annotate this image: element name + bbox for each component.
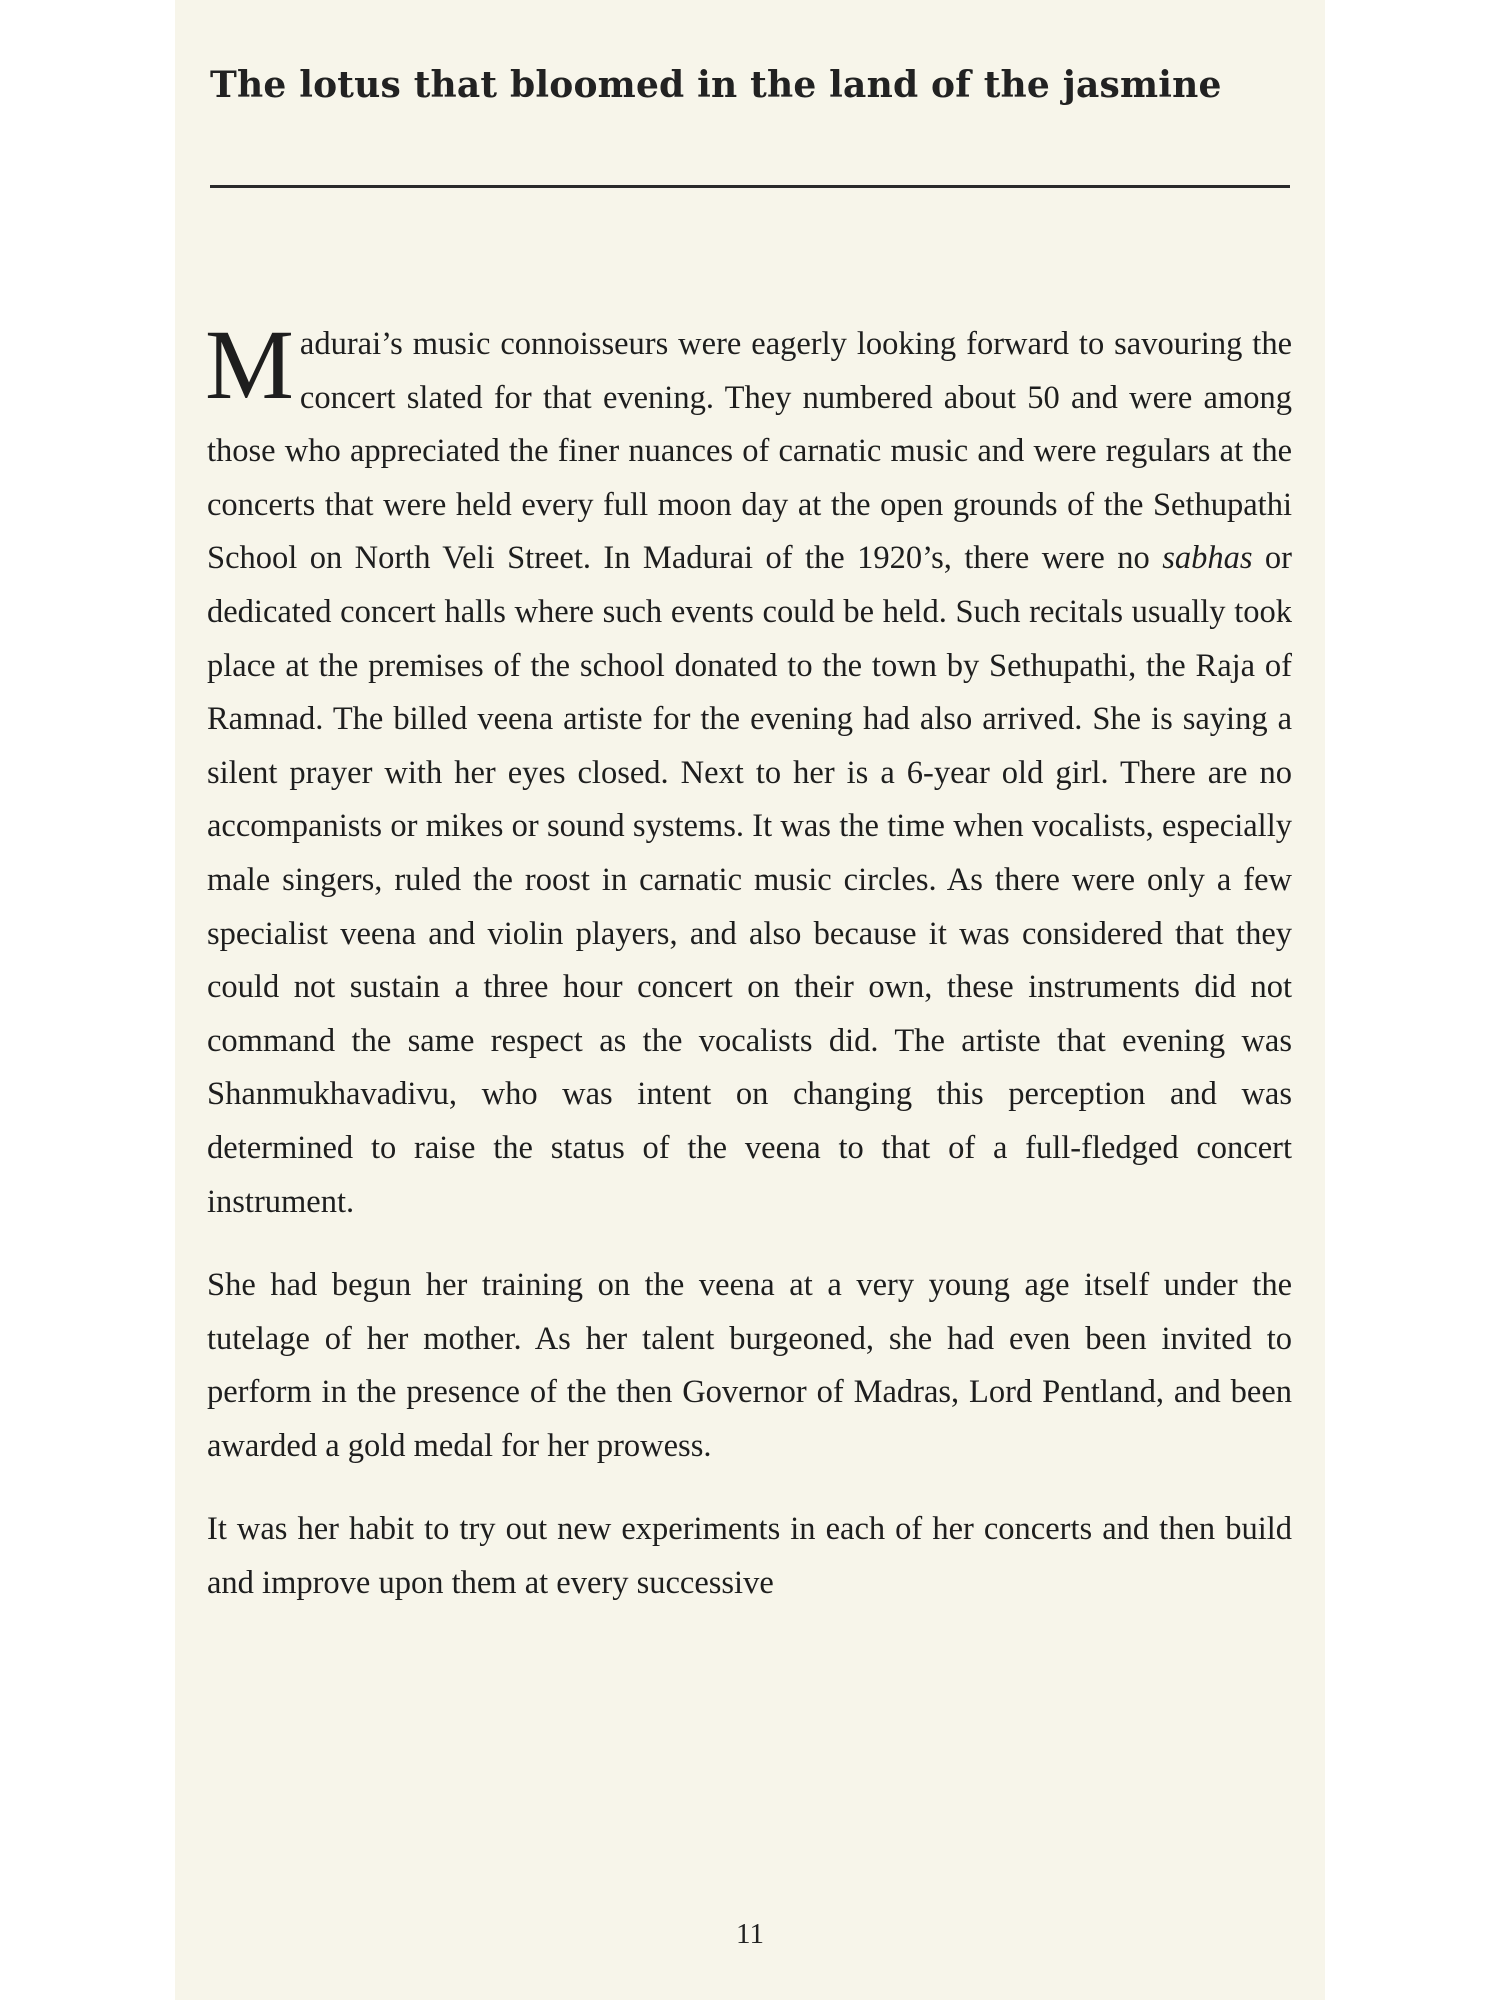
chapter-body: [205, 309, 1292, 1641]
chapter-title: The lotus that bloomed in the land of the jasmine: [210, 64, 1222, 106]
italic-term: sabhas: [1162, 540, 1253, 577]
title-divider: [210, 185, 1290, 188]
paragraph-1-text-a: adurai’s music connoisseurs were eagerly looking forward to savouring the concert slated for that evening. They numbered about 50 and were among those who appreciated the finer nuances of carnatic music and were regulars at the concerts that were held every full moon day at the open grounds of the Sethupathi School on North Veli Street. In Madurai of the 1920’s, there were no: [207, 326, 1292, 577]
paragraph-3: It was her habit to try out new experiments in each of her concerts and then build and improve upon them at every successive: [207, 1511, 1292, 1602]
page-number: 11: [736, 1918, 764, 1950]
paragraph-1: [205, 309, 1292, 1229]
drop-cap: M: [205, 309, 294, 420]
paragraph-2: She had begun her training on the veena at a very young age itself under the tutelage of her mother. As her talent burgeoned, she had even been invited to perform in the presence of the then Governor of Madras, Lord Pentland, and been awarded a gold medal for her prowess.: [207, 1267, 1292, 1464]
paragraph-1-text-b: or dedicated concert halls where such events could be held. Such recitals usually took place at the premises of the school donated to the town by Sethupathi, the Raja of Ramnad. The billed veena artiste for the evening had also arrived. She is saying a silent prayer with her eyes closed. Next to her is a 6-year old girl. There are no accompanists or mikes or sound systems. It was the time when vocalists, especially male singers, ruled the roost in carnatic music circles. As there were only a few specialist veena and violin players, and also because it was considered that they could not sustain a three hour concert on their own, these instruments did not command the same respect as the vocalists did. The artiste that evening was Shanmukhavadivu, who was intent on changing this perception and was determined to raise the status of the veena to that of a full-fledged concert instrument.: [207, 540, 1292, 1220]
